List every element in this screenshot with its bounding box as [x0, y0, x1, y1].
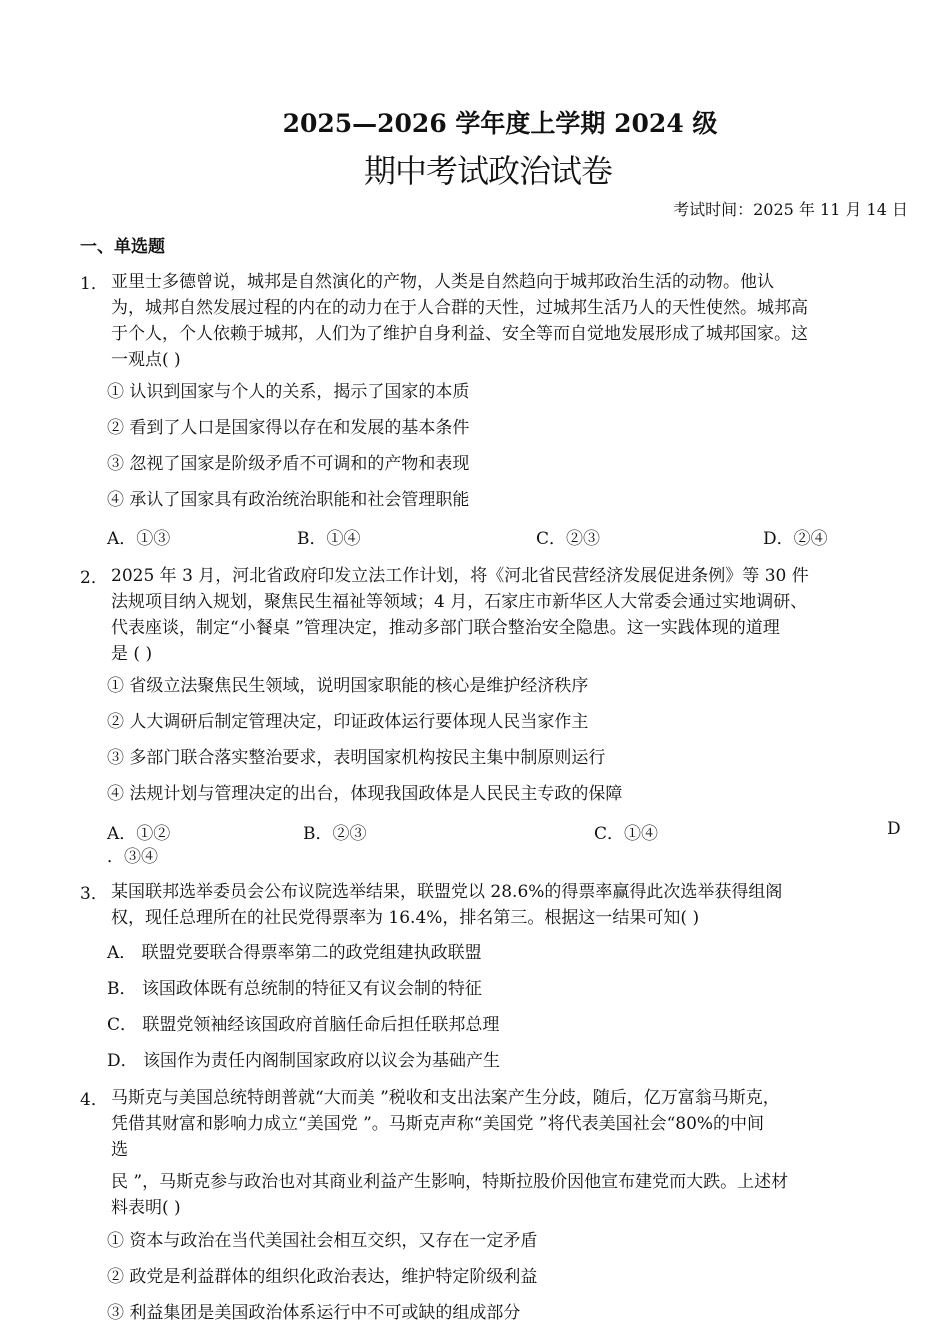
stem-line: 是 ( ): [111, 644, 153, 664]
question-1-stem: [111, 269, 808, 373]
exam-title: 2025—2026 学年度上学期 2024 级: [282, 109, 718, 138]
question-4-item-3: ③ 利益集团是美国政治体系运行中不可或缺的组成部分: [107, 1303, 521, 1323]
question-3-option-c[interactable]: C． 联盟党领袖经该国政府首脑任命后担任联邦总理: [107, 1015, 500, 1035]
question-2-item-4: ④ 法规计划与管理决定的出台，体现我国政体是人民民主专政的保障: [107, 784, 623, 804]
stem-line: 法规项目纳入规划，聚焦民生福祉等领域；4 月，石家庄市新华区人大常委会通过实地调研、: [111, 592, 808, 612]
question-3-stem: [111, 879, 782, 931]
question-2-item-3: ③ 多部门联合落实整治要求，表明国家机构按民主集中制原则运行: [107, 748, 606, 768]
question-2-option-c[interactable]: C．①④: [594, 824, 659, 844]
stem-line: 选: [111, 1140, 128, 1160]
stem-line: 一观点( ): [111, 350, 181, 370]
stem-line: 亚里士多德曾说，城邦是自然演化的产物，人类是自然趋向于城邦政治生活的动物。他认: [111, 272, 774, 292]
question-1-item-3: ③ 忽视了国家是阶级矛盾不可调和的产物和表现: [107, 454, 470, 474]
question-2-number: 2．: [80, 568, 108, 588]
stem-line: 料表明( ): [111, 1198, 181, 1218]
question-4-item-2: ② 政党是利益群体的组织化政治表达，维护特定阶级利益: [107, 1267, 538, 1287]
question-2-option-d[interactable]: D: [887, 819, 901, 839]
question-2-item-2: ② 人大调研后制定管理决定，印证政体运行要体现人民当家作主: [107, 712, 589, 732]
question-2-option-d-text[interactable]: ．③④: [107, 847, 158, 867]
question-4-item-1: ① 资本与政治在当代美国社会相互交织，又存在一定矛盾: [107, 1231, 538, 1251]
question-3-option-d[interactable]: D． 该国作为责任内阁制国家政府以议会为基础产生: [107, 1051, 501, 1071]
question-4-number: 4．: [80, 1090, 108, 1110]
question-1-item-2: ② 看到了人口是国家得以存在和发展的基本条件: [107, 418, 470, 438]
question-1-option-b[interactable]: B．①④: [297, 529, 361, 549]
exam-subtitle: 期中考试政治试卷: [363, 152, 612, 190]
stem-line: 马斯克与美国总统特朗普就“大而美 ”税收和支出法案产生分歧，随后，亿万富翁马斯克，: [111, 1088, 780, 1108]
stem-line: 2025 年 3 月，河北省政府印发立法工作计划，将《河北省民营经济发展促进条例》等 30 件: [111, 566, 809, 586]
section-heading: 一、单选题: [80, 237, 165, 257]
question-1-option-c[interactable]: C．②③: [536, 529, 601, 549]
stem-line: 凭借其财富和影响力成立“美国党 ”。马斯克声称“美国党 ”将代表美国社会“80%的中间: [111, 1114, 765, 1134]
stem-line: 代表座谈，制定“小餐桌 ”管理决定，推动多部门联合整治安全隐患。这一实践体现的道理: [111, 618, 780, 638]
stem-line: 某国联邦选举委员会公布议院选举结果，联盟党以 28.6%的得票率赢得此次选举获得组阁: [111, 882, 783, 902]
stem-line: 权，现任总理所在的社民党得票率为 16.4%，排名第三。根据这一结果可知( ): [111, 908, 700, 928]
question-1-option-a[interactable]: A．①③: [107, 529, 171, 549]
stem-line: 为，城邦自然发展过程的内在的动力在于人合群的天性，过城邦生活乃人的天性使然。城邦高: [111, 298, 808, 318]
question-4-stem: [111, 1085, 780, 1163]
stem-line: 民 ”，马斯克参与政治也对其商业利益产生影响，特斯拉股价因他宣布建党而大跌。上述材: [111, 1172, 789, 1192]
exam-time: 考试时间：2025 年 11 月 14 日: [673, 200, 908, 219]
question-1-item-1: ① 认识到国家与个人的关系，揭示了国家的本质: [107, 382, 470, 402]
question-2-option-b[interactable]: B．②③: [303, 824, 367, 844]
question-1-option-d[interactable]: D．②④: [763, 529, 828, 549]
question-1-number: 1．: [80, 274, 108, 294]
stem-line: 于个人，个人依赖于城邦，人们为了维护自身利益、安全等而自觉地发展形成了城邦国家。这: [111, 324, 808, 344]
question-2-stem: [111, 563, 809, 667]
question-1-item-4: ④ 承认了国家具有政治统治职能和社会管理职能: [107, 490, 470, 510]
question-3-option-b[interactable]: B． 该国政体既有总统制的特征又有议会制的特征: [107, 979, 482, 999]
question-2-option-a[interactable]: A．①②: [107, 824, 171, 844]
question-3-option-a[interactable]: A． 联盟党要联合得票率第二的政党组建执政联盟: [107, 943, 482, 963]
question-3-number: 3．: [80, 884, 108, 904]
question-4-stem-continued: [111, 1169, 788, 1221]
question-2-item-1: ① 省级立法聚焦民生领域，说明国家职能的核心是维护经济秩序: [107, 676, 589, 696]
